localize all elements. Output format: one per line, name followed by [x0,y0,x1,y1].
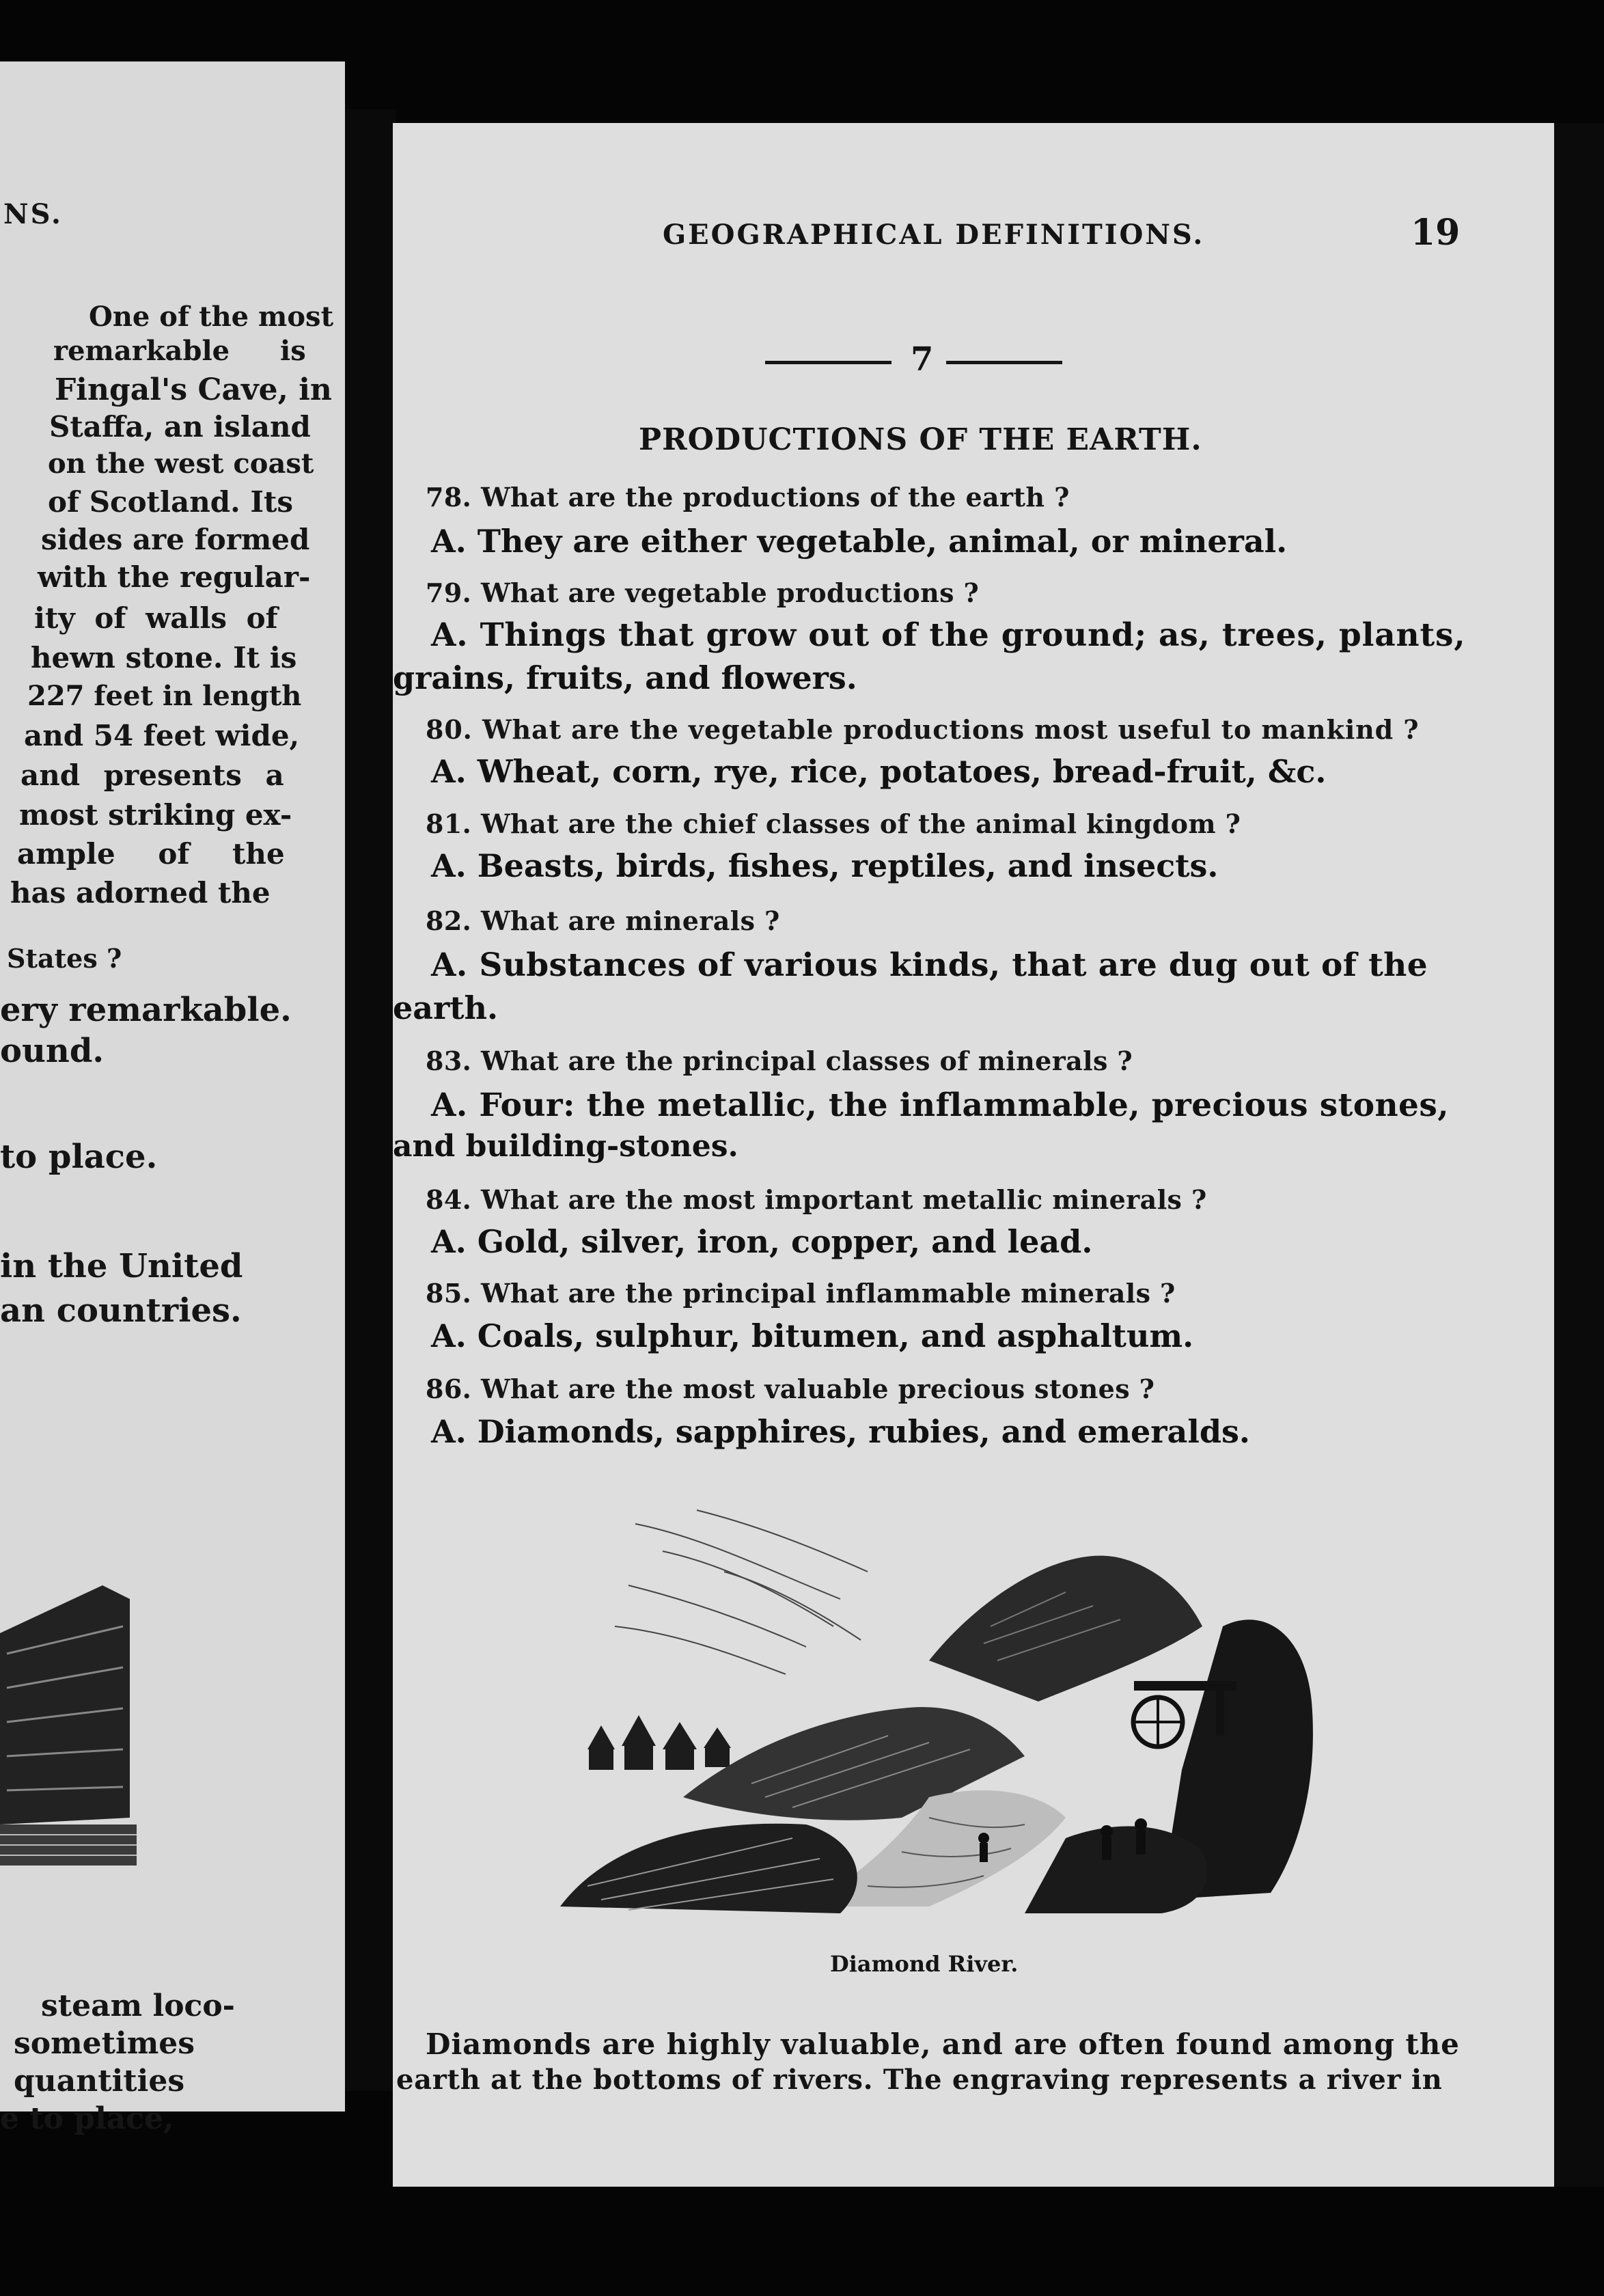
answer-83: A. Four: the metallic, the inflammable, precious stones, [431,1086,1449,1124]
sidebar-line: with the regular- [38,560,311,594]
bottom-line: e to place, [0,2101,174,2136]
bottom-line: sometimes [14,2026,195,2061]
sidebar-line: most striking ex- [19,798,292,832]
answer-80: A. Wheat, corn, rye, rice, potatoes, bread-fruit, &c. [431,753,1327,790]
footer-line: Diamonds are highly valuable, and are often found among the [426,2027,1460,2061]
question-80: 80. What are the vegetable productions most useful to mankind ? [426,714,1420,745]
text-fragment: in the United [0,1247,243,1285]
sidebar-line: ample of the [17,837,285,871]
question-78: 78. What are the productions of the earth ? [426,482,1070,512]
answer-82-cont: earth. [393,989,499,1026]
sidebar-line: sides are formed [41,523,310,556]
answer-79: A. Things that grow out of the ground; as, trees, plants, [431,616,1466,654]
bottom-line: quantities [14,2064,185,2099]
sidebar-line: of Scotland. Its [48,485,294,519]
answer-83-cont: and building-stones. [393,1129,738,1164]
sidebar-line: and presents a [20,758,284,792]
question-79: 79. What are vegetable productions ? [426,577,980,608]
text-fragment: ound. [0,1032,105,1070]
left-page [0,62,345,2136]
question-85: 85. What are the principal inflammable minerals ? [426,1278,1176,1309]
question-81: 81. What are the chief classes of the animal kingdom ? [426,808,1241,839]
book-gutter [345,109,396,2091]
footer-line: earth at the bottoms of rivers. The engraving represents a river in [396,2064,1443,2096]
answer-85: A. Coals, sulphur, bitumen, and asphaltum. [431,1317,1194,1354]
sidebar-line: One of the most [89,301,334,333]
bottom-line: steam loco- [41,1988,235,2023]
engraving-caption: Diamond River. [830,1951,1019,1977]
answer-78: A. They are either vegetable, animal, or mineral. [431,523,1288,560]
answer-84: A. Gold, silver, iron, copper, and lead. [431,1223,1093,1260]
question-82: 82. What are minerals ? [426,905,780,936]
answer-82: A. Substances of various kinds, that are dug out of the [431,946,1428,984]
question-84: 84. What are the most important metallic minerals ? [426,1184,1207,1215]
sidebar-line: remarkable is [53,335,306,367]
left-engraving [0,1531,171,1886]
sidebar-line: has adorned the [10,876,271,910]
sidebar-line: ity of walls of [34,601,278,635]
running-head: GEOGRAPHICAL DEFINITIONS. [663,219,1205,251]
left-running-head-fragment: NS. [3,198,63,230]
page-number: 19 [1411,212,1461,254]
answer-86: A. Diamonds, sapphires, rubies, and emeralds. [431,1413,1250,1450]
question-83: 83. What are the principal classes of minerals ? [426,1046,1133,1076]
answer-81: A. Beasts, birds, fishes, reptiles, and insects. [431,847,1219,884]
text-fragment: States ? [7,943,122,974]
section-title: PRODUCTIONS OF THE EARTH. [639,422,1202,457]
right-page [393,123,1554,2187]
answer-79-cont: grains, fruits, and flowers. [393,659,857,696]
sidebar-line: and 54 feet wide, [24,719,300,752]
section-rule-right [946,361,1062,364]
sidebar-line: hewn stone. It is [31,641,297,674]
question-86: 86. What are the most valuable precious stones ? [426,1374,1155,1404]
sidebar-line: 227 feet in length [27,680,302,712]
text-fragment: to place. [0,1138,158,1176]
sidebar-line: Staffa, an island [49,410,311,443]
sidebar-line: on the west coast [48,448,314,480]
page-edge [1554,123,1604,2187]
sidebar-line: Fingal's Cave, in [55,372,332,407]
section-rule-left [765,361,891,364]
text-fragment: an countries. [0,1292,242,1330]
diamond-river-engraving [547,1496,1359,1920]
text-fragment: ery remarkable. [0,991,292,1029]
section-number: 7 [911,340,934,379]
